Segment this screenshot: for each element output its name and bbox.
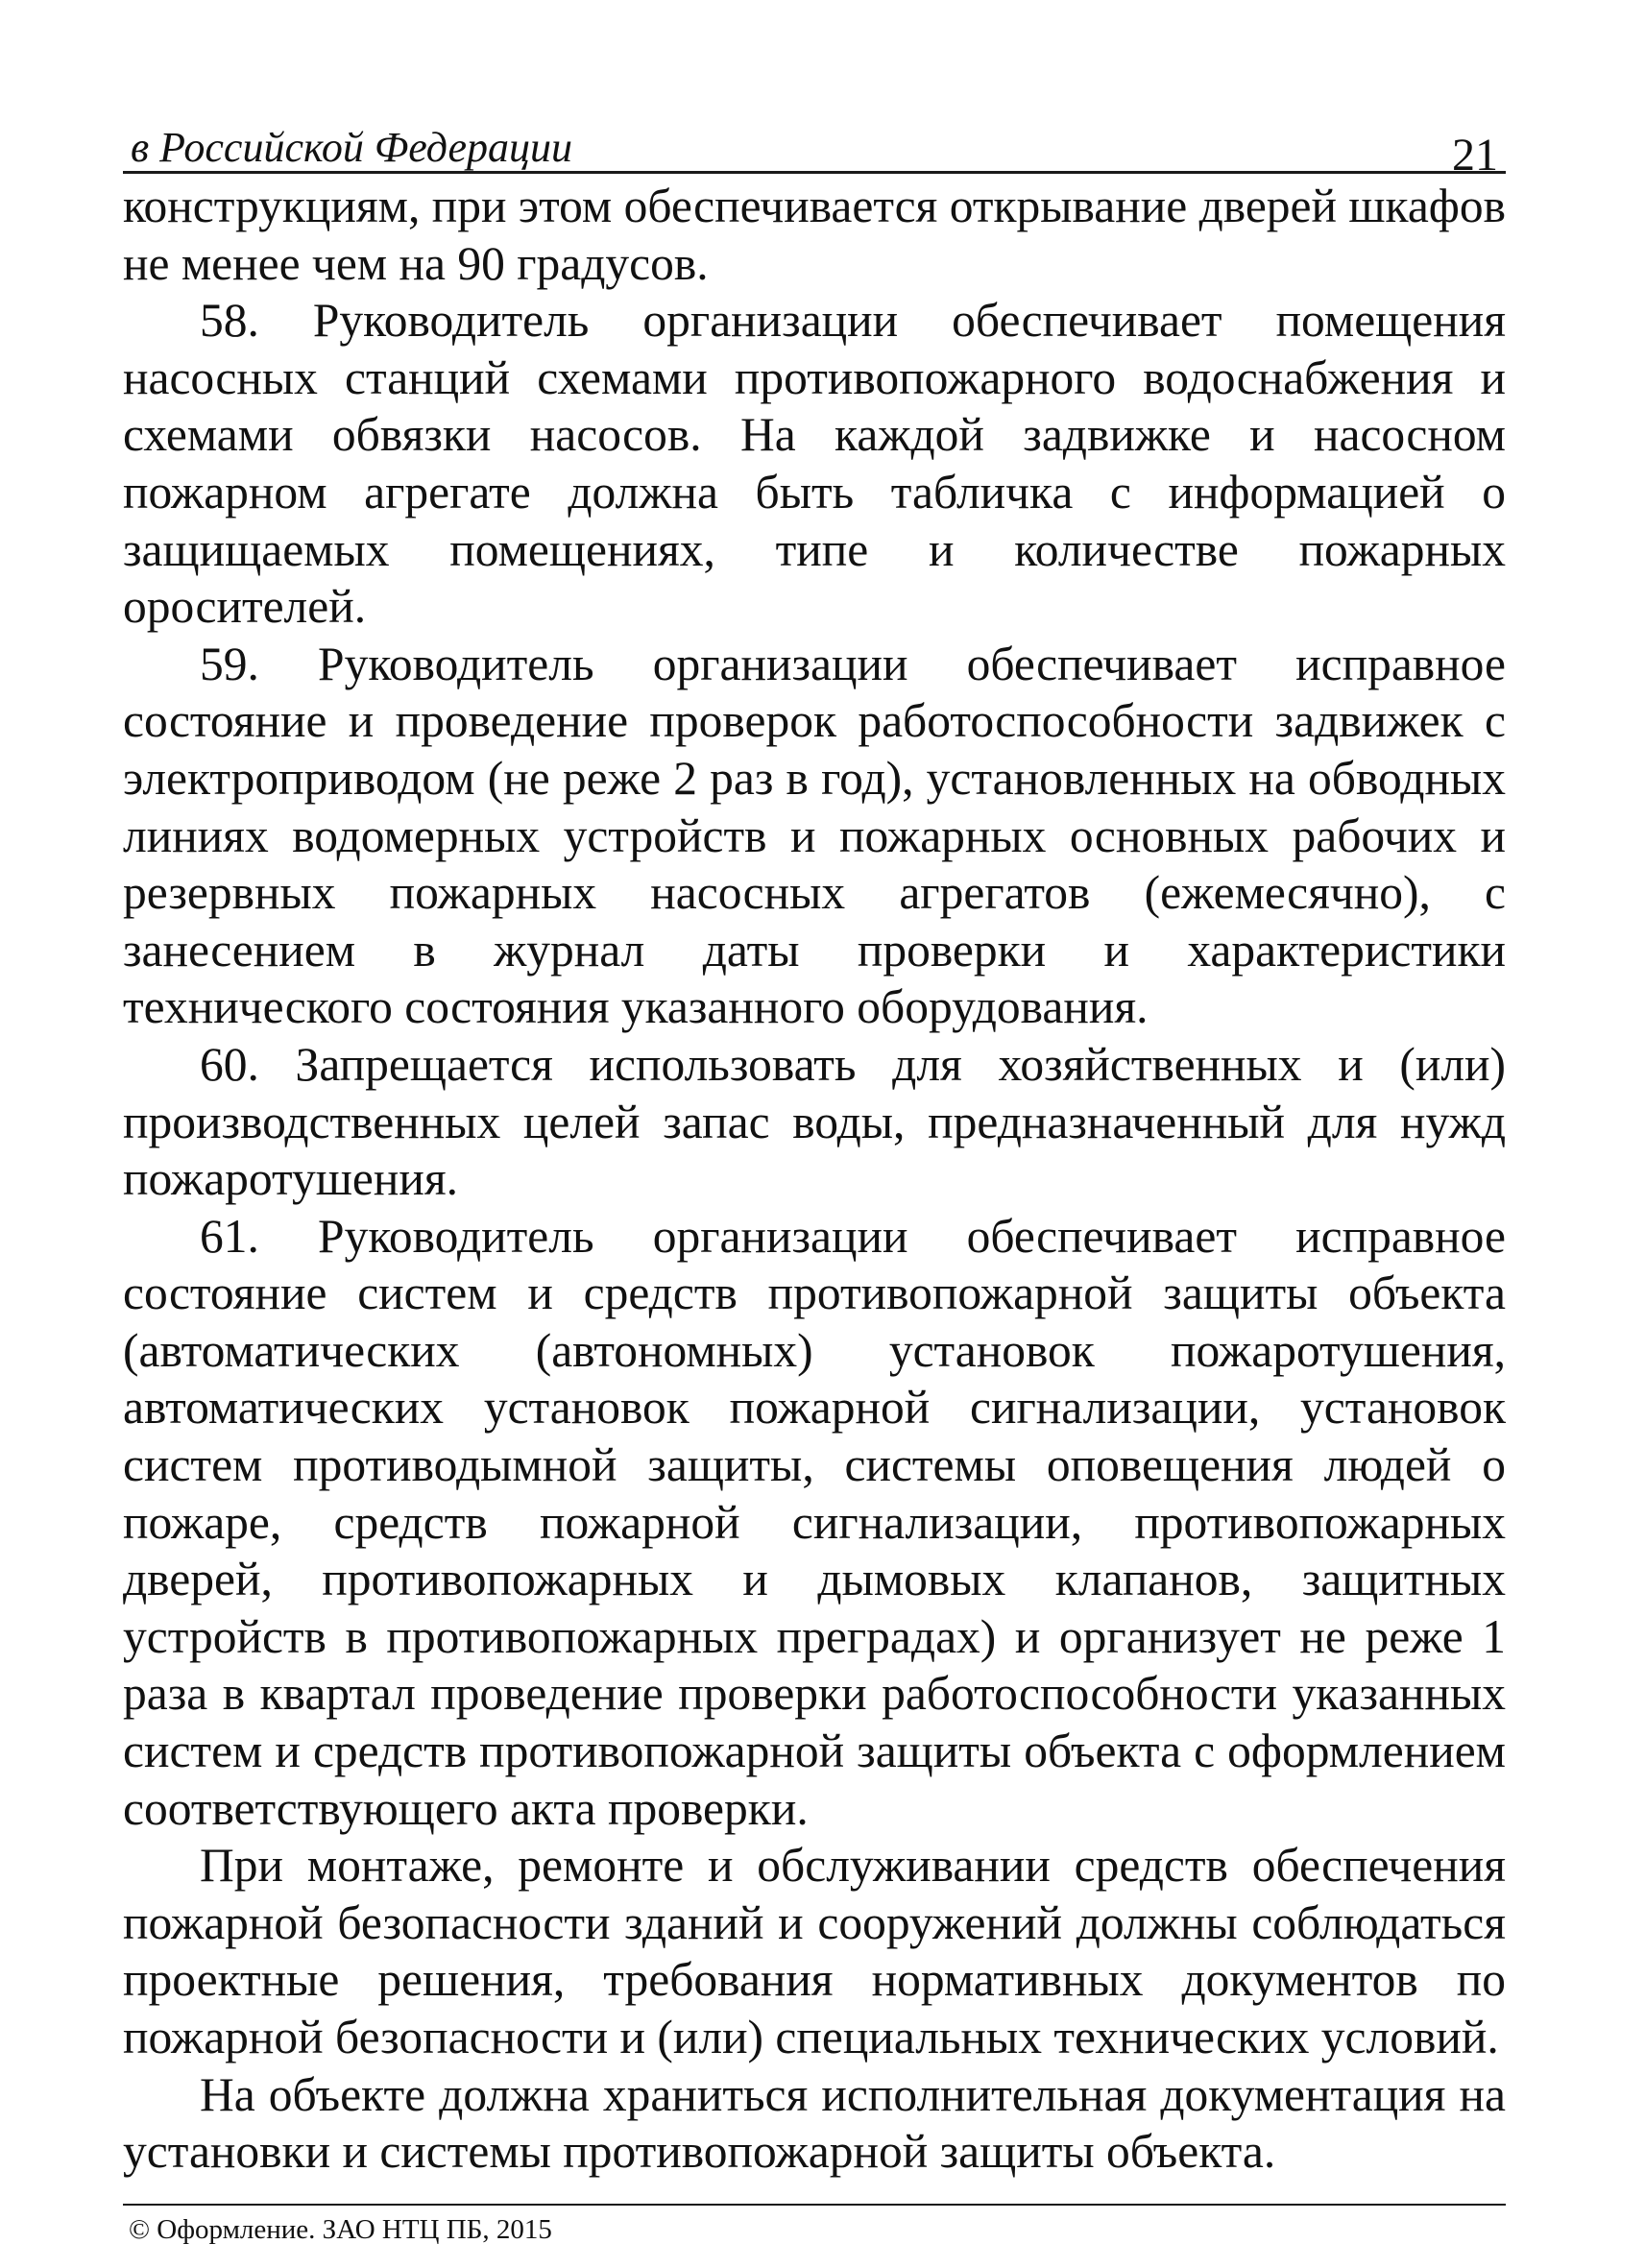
page-number: 21 — [1452, 130, 1498, 181]
paragraph-item-59: 59. Руководитель организации обеспечивает исправное состояние и проведение проверок работоспособности задвижек с электроприводом (не реже 2 раз в год), установленных на обводных линиях водомерных устройств и пожарных основных рабочих и резервных пожарных насосных агрегатов (ежемесячно), с занесением в журнал даты проверки и характеристики технического состояния указанного оборудования. — [123, 637, 1506, 1034]
footer-divider — [123, 2204, 1506, 2206]
paragraph-item-61: 61. Руководитель организации обеспечивает исправное состояние систем и средств противопожарной защиты объекта (автоматических (автономных) установок пожаротушения, автоматических установок пожарной сигнализации, установок систем противодымной защиты, системы оповещения людей о пожаре, средств пожарной сигнализации, противопожарных дверей, противопожарных и дымовых клапанов, защитных устройств в противопожарных преградах) и организует не реже 1 раза в квартал проведение проверки работоспособности указанных систем и средств противопожарной защиты объекта с оформлением соответствующего акта проверки. — [123, 1209, 1506, 1835]
paragraph-continuation: конструкциям, при этом обеспечивается открывание дверей шкафов не менее чем на 90 градусов. — [123, 180, 1506, 290]
paragraph-item-60: 60. Запрещается использовать для хозяйственных и (или) производственных целей запас воды, предназначенный для нужд пожаротушения. — [123, 1037, 1506, 1206]
book-page — [123, 113, 1506, 2247]
footer-copyright: © Оформление. ЗАО НТЦ ПБ, 2015 — [129, 2213, 552, 2245]
body-text — [123, 178, 1506, 2181]
running-title: в Российской Федерации — [131, 124, 573, 171]
paragraph-item-58: 58. Руководитель организации обеспечивает помещения насосных станций схемами противопожарного водоснабжения и схемами обвязки насосов. На каждой задвижке и насосном пожарном агрегате должна быть табличка с информацией о защищаемых помещениях, типе и количестве пожарных оросителей. — [123, 294, 1506, 634]
running-header — [123, 113, 1506, 181]
paragraph-documentation: На объекте должна храниться исполнительная документация на установки и системы противопожарной защиты объекта. — [123, 2067, 1506, 2179]
paragraph-installation: При монтаже, ремонте и обслуживании средств обеспечения пожарной безопасности зданий и сооружений должны соблюдаться проектные решения, требования нормативных документов по пожарной безопасности и (или) специальных технических условий. — [123, 1839, 1506, 2063]
